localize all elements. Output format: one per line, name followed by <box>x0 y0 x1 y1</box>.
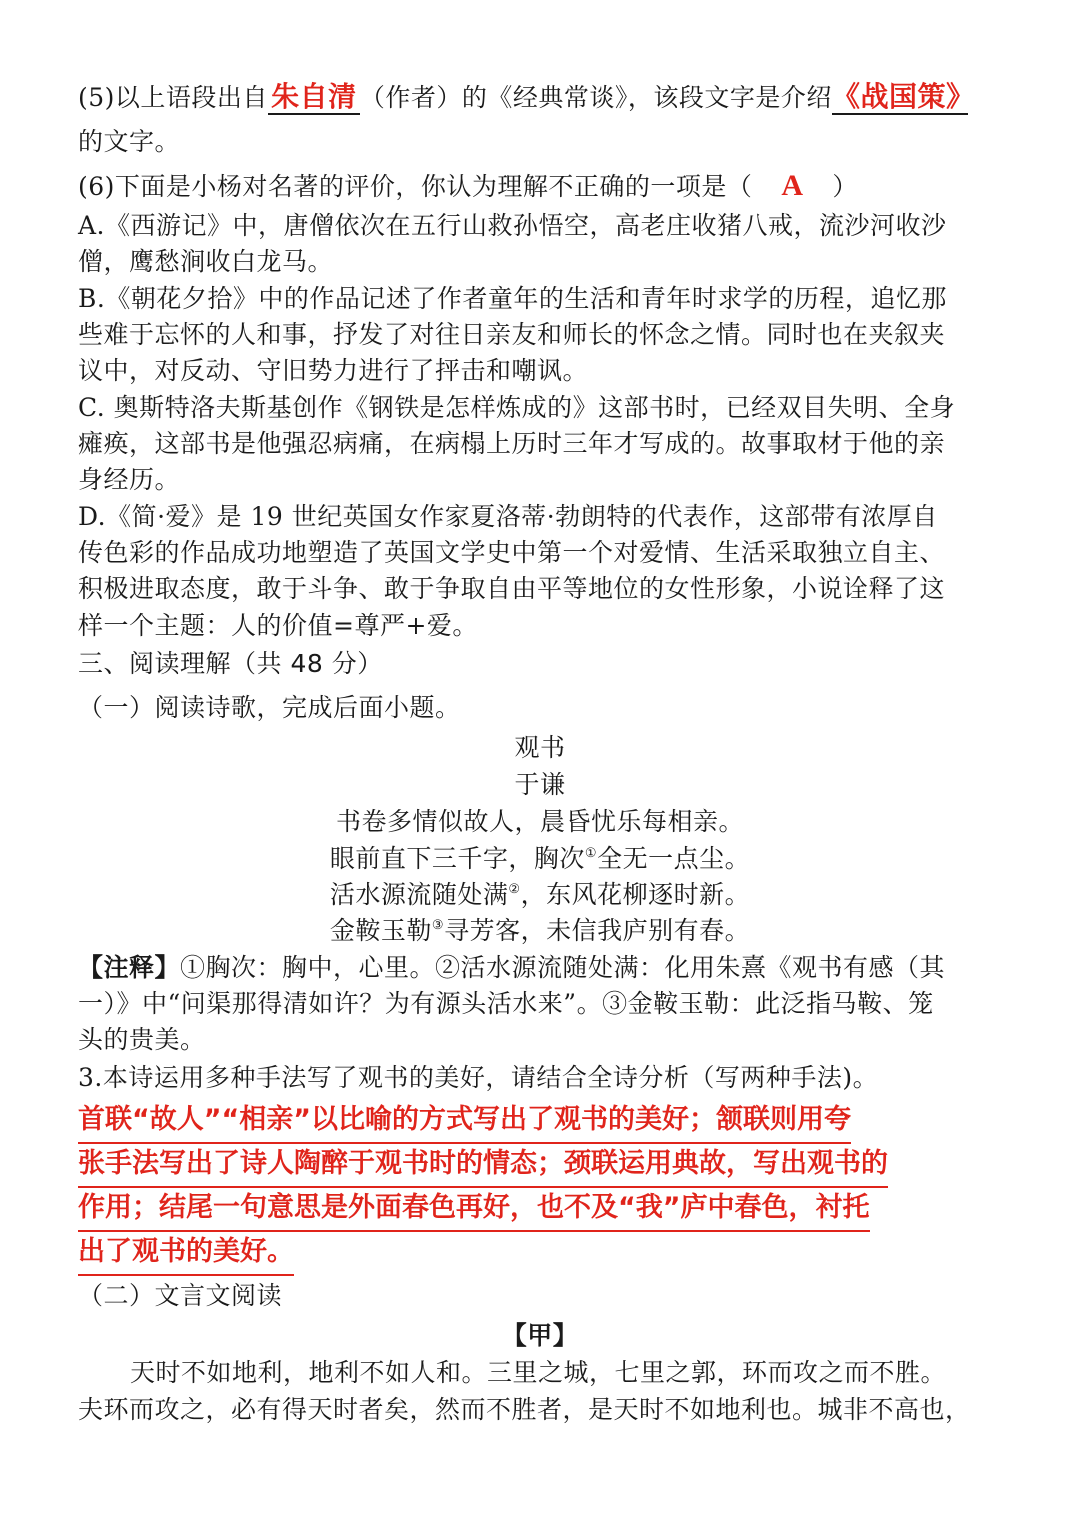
q6-option-a-line2: 僧，鹰愁涧收白龙马。 <box>78 247 334 276</box>
q6-option-c-line1: C. 奥斯特洛夫斯基创作《钢铁是怎样炼成的》这部书时，已经双目失明、全身 <box>78 393 956 422</box>
q5-suffix: 的文字。 <box>78 127 181 156</box>
poem-line4b: 寻芳客，未信我庐别有春。 <box>444 916 751 945</box>
q5-book-answer: 《战国策》 <box>831 80 975 113</box>
q6-option-c-line2: 瘫痪，这部书是他强忍病痛，在病榻上历时三年才写成的。故事取材于他的亲 <box>78 429 946 458</box>
q5-prefix: (5)以上语段出自 <box>78 83 268 112</box>
poem-line2b: 全无一点尘。 <box>597 844 751 873</box>
q6-answer: A <box>781 169 804 202</box>
q6-close: ） <box>832 172 858 201</box>
q6-stem-line <box>78 168 858 205</box>
q6-option-b-line2: 些难于忘怀的人和事，抒发了对往日亲友和师长的怀念之情。同时也在夹叙夹 <box>78 320 946 349</box>
q6-option-b-line3: 议中，对反动、守旧势力进行了抨击和嘲讽。 <box>78 356 589 385</box>
footnote-mark-2: ② <box>508 882 521 897</box>
q3-answer-line1: 首联“故人”“相亲”以比喻的方式写出了观书的美好；颔联则用夸 <box>78 1098 851 1144</box>
poem-title: 观书 <box>514 733 566 762</box>
poem-line2 <box>0 841 1080 877</box>
q3-answer-line4: 出了观书的美好。 <box>78 1230 294 1276</box>
notes-line3: 头的贵美。 <box>78 1025 206 1054</box>
q6-option-d-line2: 传色彩的作品成功地塑造了英国文学史中第一个对爱情、生活采取独立自主、 <box>78 538 946 567</box>
q3-answer-line3: 作用；结尾一句意思是外面春色再好，也不及“我”庐中春色，衬托 <box>78 1186 870 1232</box>
poem-line4 <box>0 913 1080 949</box>
classical-line2: 夫环而攻之，必有得天时者矣，然而不胜者，是天时不如地利也。城非不高也， <box>78 1395 971 1424</box>
q5-author-answer: 朱自清 <box>268 81 360 115</box>
poem-line3a: 活水源流随处满 <box>329 880 509 909</box>
q5-mid: （作者）的《经典常谈》，该段文字是介绍 <box>359 83 832 112</box>
poem-line4a: 金鞍玉勒 <box>329 916 432 945</box>
poem-author: 于谦 <box>514 770 566 799</box>
q6-option-c-line3: 身经历。 <box>78 465 181 494</box>
q3-question: 3.本诗运用多种手法写了观书的美好，请结合全诗分析（写两种手法)。 <box>78 1063 879 1092</box>
q6-option-d-line3: 积极进取态度，敢于斗争、敢于争取自由平等地位的女性形象，小说诠释了这 <box>78 574 946 603</box>
q6-option-d-line4: 样一个主题：人的价值=尊严+爱。 <box>78 611 478 640</box>
notes-line2: 一）》中“问渠那得清如许？为有源头活水来”。③金鞍玉勒：此泛指马鞍、笼 <box>78 989 934 1018</box>
notes-label: 【注释】 <box>78 953 181 982</box>
q6-option-d-line1: D.《简·爱》是 19 世纪英国女作家夏洛蒂·勃朗特的代表作，这部带有浓厚自 <box>78 502 938 531</box>
q3-answer-line2: 张手法写出了诗人陶醉于观书时的情态；颈联运用典故，写出观书的 <box>78 1142 888 1188</box>
q6-option-a-line1: A.《西游记》中，唐僧依次在五行山救孙悟空，高老庄收猪八戒，流沙河收沙 <box>78 211 947 240</box>
q6-stem: (6)下面是小杨对名著的评价，你认为理解不正确的一项是（ <box>78 172 753 201</box>
notes-line1 <box>78 950 945 986</box>
section3-part1-title: （一）阅读诗歌，完成后面小题。 <box>78 693 461 722</box>
q6-option-b-line1: B.《朝花夕拾》中的作品记述了作者童年的生活和青年时求学的历程，追忆那 <box>78 284 947 313</box>
poem-line3 <box>0 877 1080 913</box>
notes-text1: ①胸次：胸中，心里。②活水源流随处满：化用朱熹《观书有感（其 <box>180 953 946 982</box>
poem-line2a: 眼前直下三千字，胸次 <box>329 844 585 873</box>
poem-line3b: ，东风花柳逐时新。 <box>520 880 751 909</box>
classical-line1: 天时不如地利，地利不如人和。三里之城，七里之郭，环而攻之而不胜。 <box>130 1358 947 1387</box>
part2-title: （二）文言文阅读 <box>78 1281 283 1310</box>
poem-line1: 书卷多情似故人，晨昏忧乐每相亲。 <box>335 807 744 836</box>
footnote-mark-3: ③ <box>431 918 445 933</box>
q5-line <box>78 80 975 116</box>
jia-heading: 【甲】 <box>501 1321 579 1350</box>
section3-title: 三、阅读理解（共 48 分） <box>78 649 383 678</box>
footnote-mark-1: ① <box>584 846 598 861</box>
